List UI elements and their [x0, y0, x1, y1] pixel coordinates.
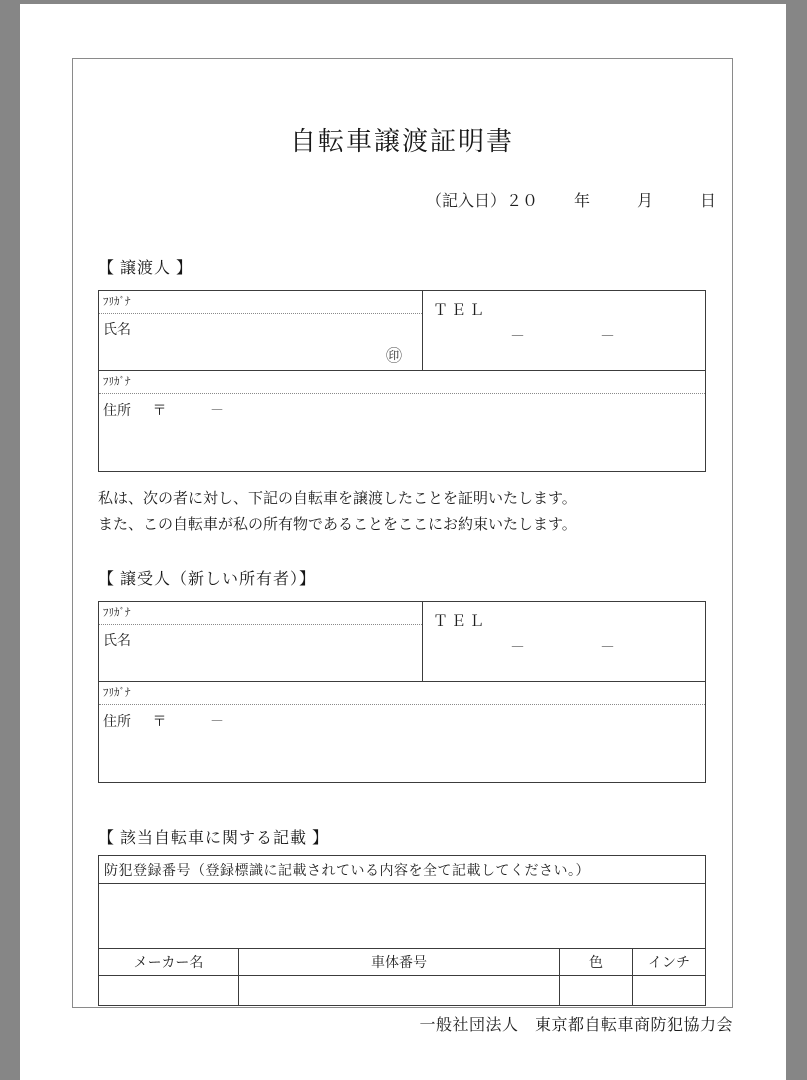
month-label: 月 [637, 193, 654, 210]
transferee-furigana-label: ﾌﾘｶﾞﾅ [99, 602, 422, 625]
transferor-heading: 【 譲渡人 】 [98, 260, 194, 277]
transferor-name-row [99, 291, 705, 370]
transferee-table [98, 601, 706, 783]
registration-number-label: 防犯登録番号（登録標識に記載されている内容を全て記載してください。） [99, 856, 705, 884]
tel-dash: － [600, 329, 616, 345]
form-border-box [72, 58, 733, 1008]
transferor-name-cell [99, 291, 423, 370]
issuing-organization: 一般社団法人 東京都自転車商防犯協力会 [419, 1017, 733, 1034]
year-label: 年 [574, 193, 591, 210]
date-prefix: （記入日）２０ [426, 193, 539, 210]
bicycle-columns-header [99, 949, 705, 976]
transferee-address-row[interactable] [99, 681, 705, 782]
transferee-address-furigana-label: ﾌﾘｶﾞﾅ [99, 682, 705, 705]
tel-dash: － [600, 640, 616, 656]
seal-mark-icon: ㊞ [385, 348, 402, 365]
address-label: 住所 [103, 714, 131, 730]
maker-field[interactable] [99, 976, 239, 1005]
transferor-table [98, 290, 706, 472]
day-label: 日 [700, 193, 717, 210]
viewer-right-margin [786, 0, 807, 1080]
viewer-top-bar [0, 0, 807, 4]
form-title: 自転車譲渡証明書 [289, 127, 514, 156]
transferor-address-row[interactable] [99, 370, 705, 471]
certification-statement [98, 486, 706, 538]
tel-dash: － [510, 329, 526, 345]
column-header-frame-number: 車体番号 [239, 949, 560, 975]
postal-dash: － [210, 403, 224, 419]
statement-line-1: 私は、次の者に対し、下記の自転車を譲渡したことを証明いたします。 [98, 491, 577, 507]
registration-number-field[interactable] [99, 884, 705, 949]
color-field[interactable] [560, 976, 633, 1005]
postal-mark-icon: 〒 [152, 403, 167, 419]
frame-number-field[interactable] [239, 976, 560, 1005]
statement-line-2: また、この自転車が私の所有物であることをここにお約束いたします。 [98, 517, 577, 533]
column-header-inch: インチ [648, 956, 690, 971]
transferee-tel-label: ＴＥＬ [433, 614, 488, 630]
transferor-furigana-label: ﾌﾘｶﾞﾅ [99, 291, 422, 314]
bicycle-values-row [99, 976, 705, 1005]
transferor-name-label: 氏名 [103, 322, 131, 338]
transferee-name-row [99, 602, 705, 681]
inch-field[interactable] [633, 976, 705, 1005]
address-label: 住所 [103, 403, 131, 419]
transferor-address-furigana-label: ﾌﾘｶﾞﾅ [99, 371, 705, 394]
transferee-name-cell[interactable] [99, 602, 423, 681]
transferee-heading: 【 譲受人（新しい所有者）】 [98, 571, 317, 588]
postal-mark-icon: 〒 [152, 714, 167, 730]
transferor-tel-label: ＴＥＬ [433, 303, 488, 319]
transferee-address-line [99, 705, 705, 731]
transferee-tel-cell[interactable] [423, 602, 705, 681]
viewer-left-margin [0, 0, 20, 1080]
column-header-color: 色 [560, 949, 633, 975]
transferor-address-line [99, 394, 705, 420]
bicycle-heading: 【 該当自転車に関する記載 】 [98, 830, 330, 847]
postal-dash: － [210, 714, 224, 730]
column-header-maker: メーカー名 [99, 949, 239, 975]
transferee-name-label: 氏名 [103, 633, 131, 649]
date-line [426, 188, 717, 211]
tel-dash: － [510, 640, 526, 656]
transferor-tel-cell[interactable] [423, 291, 705, 370]
bicycle-table [98, 855, 706, 1006]
